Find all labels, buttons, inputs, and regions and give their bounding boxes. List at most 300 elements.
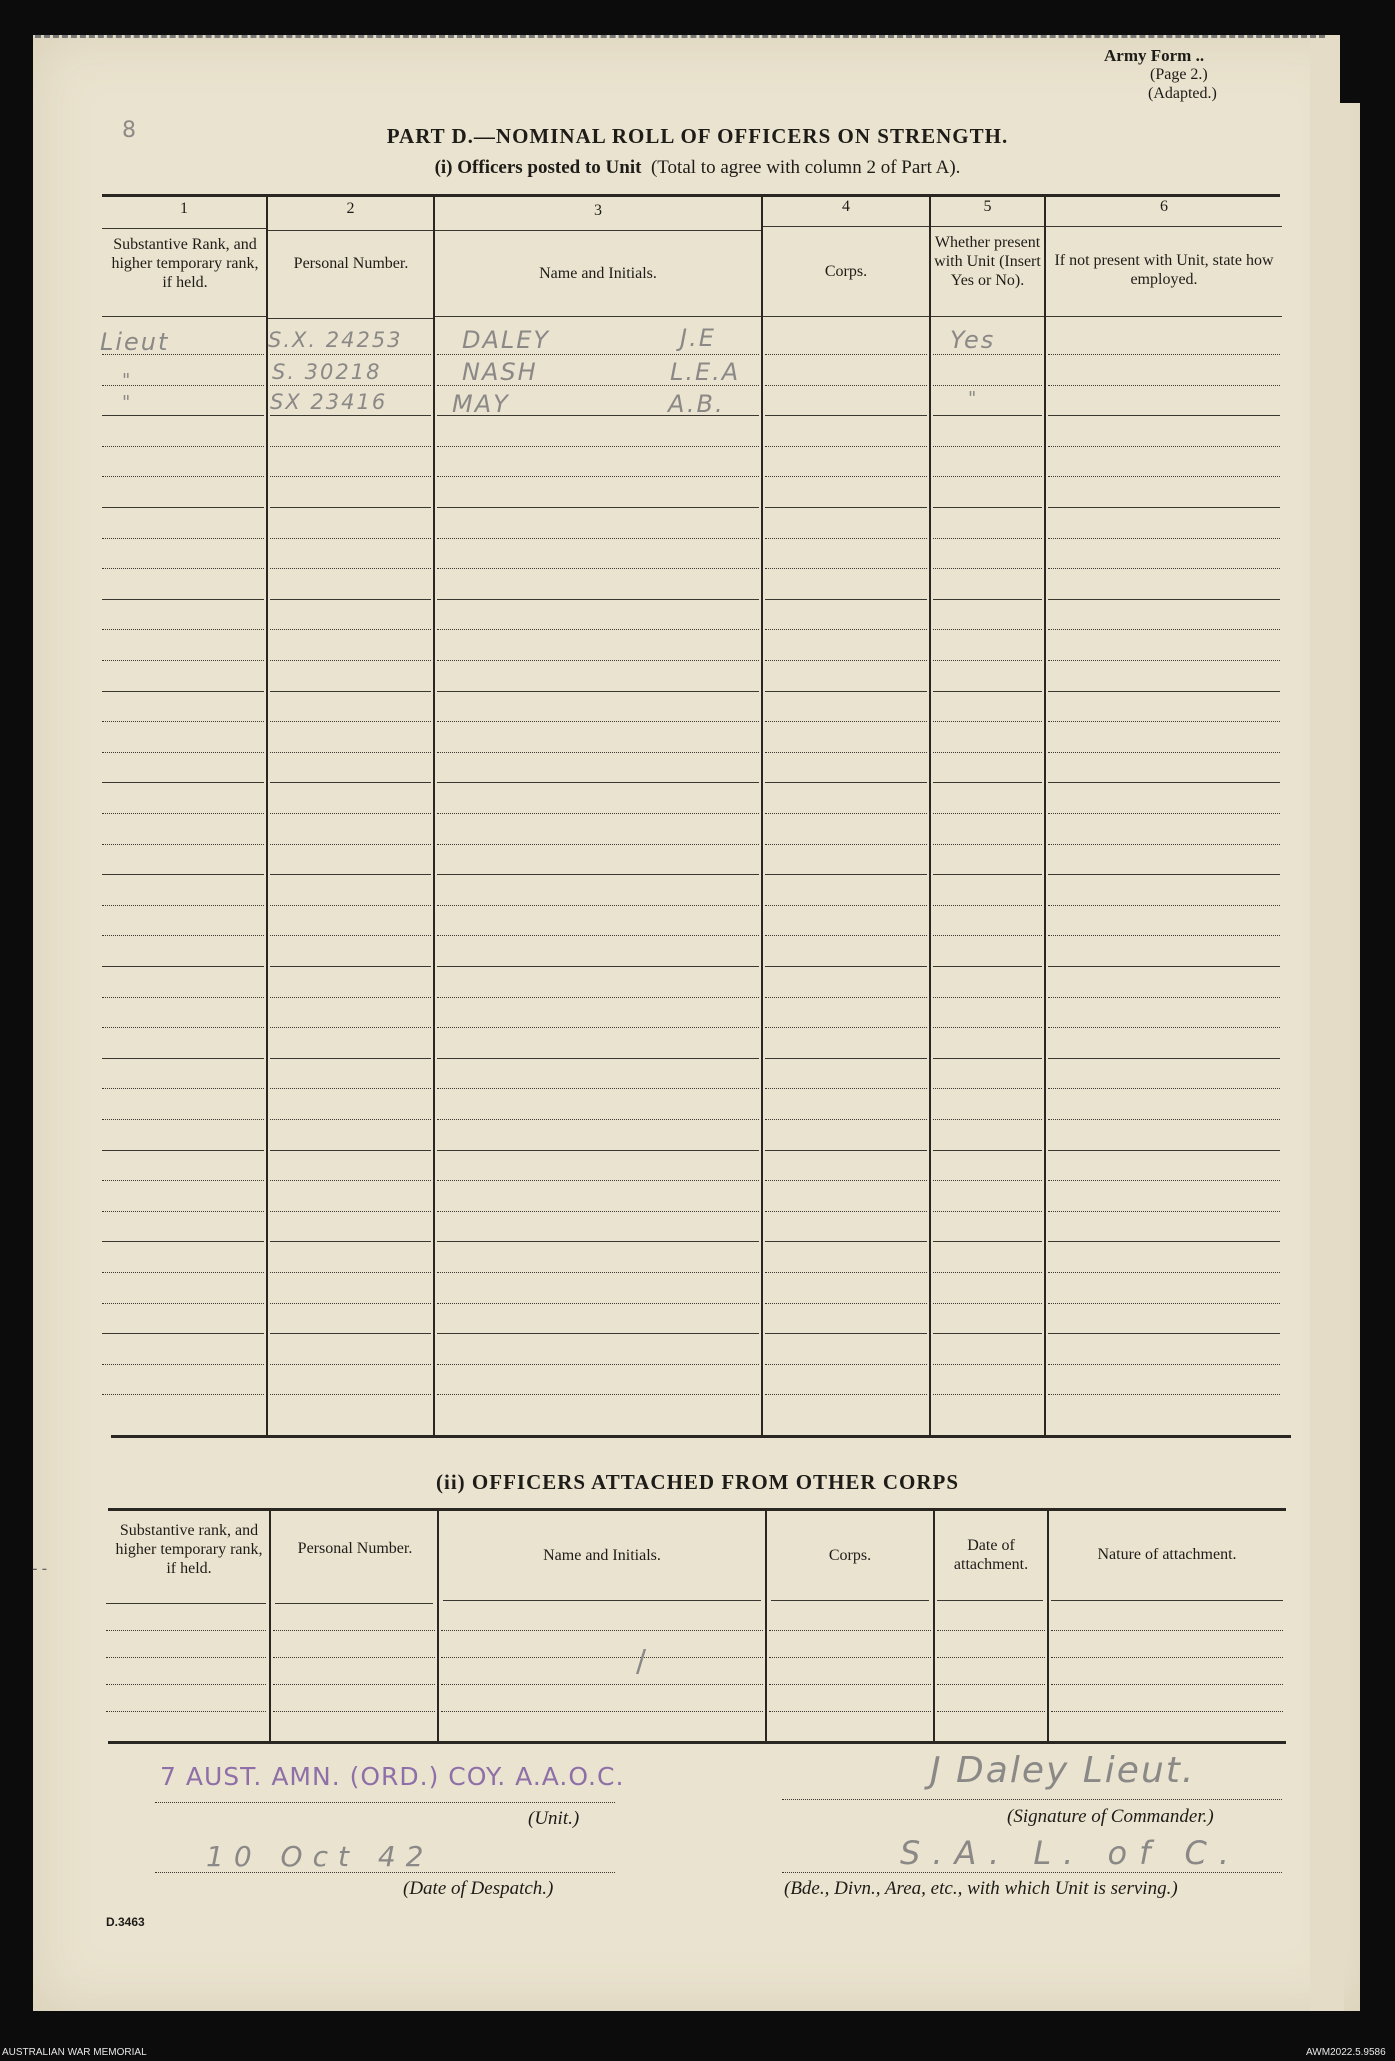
- pencil-tick: /: [636, 1644, 647, 1679]
- ruled-line: [102, 874, 264, 875]
- unit-stamp: 7 AUST. AMN. (ORD.) COY. A.A.O.C.: [160, 1762, 625, 1791]
- ruled-line: [769, 1711, 931, 1712]
- ruled-line: [437, 813, 759, 814]
- ruled-line: [765, 1119, 927, 1120]
- ruled-line: [270, 538, 431, 539]
- ruled-line: [1051, 1630, 1283, 1631]
- ruled-line: [437, 1180, 759, 1181]
- ruled-line: [933, 415, 1042, 416]
- ruled-line: [933, 813, 1042, 814]
- ruled-line: [441, 1684, 763, 1685]
- ruled-line: [1048, 507, 1280, 508]
- ruled-line: [1048, 629, 1280, 630]
- ruled-line: [437, 538, 759, 539]
- ruled-line: [933, 1088, 1042, 1089]
- ruled-line: [1048, 752, 1280, 753]
- signature-line: [782, 1799, 1282, 1800]
- ruled-line: [765, 1364, 927, 1365]
- column-header-rank: Substantive rank, and higher temporary rank, if held.: [115, 1522, 263, 1577]
- ruled-line: [765, 997, 927, 998]
- ruled-line: [1051, 1657, 1283, 1658]
- ruled-line: [102, 1211, 264, 1212]
- header-bottom-rule: [931, 316, 1044, 317]
- entry-rank: Lieut: [100, 328, 170, 356]
- ruled-line: [765, 660, 927, 661]
- column-header-date: Date of attachment.: [953, 1537, 1029, 1573]
- ruled-line: [1048, 721, 1280, 722]
- entry-surname: NASH: [462, 358, 538, 386]
- ruled-line: [437, 966, 759, 967]
- ruled-line: [106, 1630, 266, 1631]
- ruled-line: [933, 997, 1042, 998]
- column-header-number: Personal Number.: [297, 1540, 413, 1557]
- ruled-line: [765, 1211, 927, 1212]
- ruled-line: [102, 935, 264, 936]
- ruled-line: [769, 1684, 931, 1685]
- sheet-notch: [1340, 35, 1360, 103]
- ruled-line: [102, 782, 264, 783]
- ruled-line: [765, 1027, 927, 1028]
- column-divider: [933, 1510, 935, 1742]
- ruled-line: [270, 385, 431, 386]
- ruled-line: [270, 1272, 431, 1273]
- ruled-line: [933, 1303, 1042, 1304]
- part-d-subtitle: [0, 157, 1395, 179]
- ruled-line: [1048, 446, 1280, 447]
- ruled-line: [437, 1119, 759, 1120]
- header-bottom-rule: [771, 1600, 929, 1601]
- entry-rank: ": [122, 392, 131, 413]
- ruled-line: [765, 905, 927, 906]
- perforation-line: [35, 35, 1325, 38]
- formation-label: (Bde., Divn., Area, etc., with which Unit is serving.): [784, 1878, 1178, 1899]
- date-of-despatch-value: 10 Oct 42: [206, 1840, 434, 1873]
- ruled-line: [102, 1150, 264, 1151]
- ruled-line: [765, 874, 927, 875]
- ruled-line: [441, 1630, 763, 1631]
- column-header-present: Whether present with Unit (Insert Yes or No).: [934, 234, 1041, 289]
- ruled-line: [102, 844, 264, 845]
- entry-surname: DALEY: [462, 326, 551, 354]
- header-bottom-rule: [268, 318, 433, 319]
- pencil-mark: 8: [122, 118, 136, 143]
- column-divider: [929, 196, 931, 1436]
- ruled-line: [437, 1027, 759, 1028]
- part-ii-title: (ii) OFFICERS ATTACHED FROM OTHER CORPS: [436, 1470, 959, 1494]
- ruled-line: [765, 446, 927, 447]
- ruled-line: [437, 1150, 759, 1151]
- ruled-line: [437, 874, 759, 875]
- ruled-line: [270, 874, 431, 875]
- ruled-line: [933, 507, 1042, 508]
- ruled-line: [102, 568, 264, 569]
- ruled-line: [1048, 1333, 1280, 1334]
- ruled-line: [270, 629, 431, 630]
- ruled-line: [1048, 782, 1280, 783]
- ruled-line: [437, 1211, 759, 1212]
- unit-line: [155, 1802, 615, 1803]
- ruled-line: [437, 1394, 759, 1395]
- ruled-line: [765, 1150, 927, 1151]
- ruled-line: [933, 1333, 1042, 1334]
- column-divider: [761, 196, 763, 1436]
- ruled-line: [1048, 966, 1280, 967]
- ruled-line: [102, 1364, 264, 1365]
- ruled-line: [1048, 1364, 1280, 1365]
- ruled-line: [933, 599, 1042, 600]
- header-bottom-rule: [443, 1600, 761, 1601]
- entry-present: ": [968, 388, 977, 409]
- form-number: D.3463: [106, 1915, 145, 1929]
- ruled-line: [270, 1364, 431, 1365]
- ruled-line: [765, 1241, 927, 1242]
- margin-mark: --: [30, 1559, 50, 1578]
- ruled-line: [933, 1150, 1042, 1151]
- ruled-line: [765, 721, 927, 722]
- ruled-line: [765, 1394, 927, 1395]
- ruled-line: [765, 1333, 927, 1334]
- column-header-number: Personal Number.: [293, 255, 409, 272]
- ruled-line: [441, 1657, 763, 1658]
- entry-initials: L.E.A: [670, 358, 741, 386]
- ruled-line: [270, 1303, 431, 1304]
- ruled-line: [1048, 1303, 1280, 1304]
- ruled-line: [270, 446, 431, 447]
- ruled-line: [1048, 1394, 1280, 1395]
- table-top-rule: [102, 194, 1280, 197]
- ruled-line: [437, 1241, 759, 1242]
- ruled-line: [437, 446, 759, 447]
- entry-number: S.X. 24253: [268, 328, 403, 352]
- ruled-line: [933, 1241, 1042, 1242]
- ruled-line: [102, 599, 264, 600]
- ruled-line: [933, 905, 1042, 906]
- header-bottom-rule: [763, 316, 929, 317]
- ruled-line: [933, 660, 1042, 661]
- ruled-line: [102, 691, 264, 692]
- ruled-line: [1048, 1027, 1280, 1028]
- column-divider: [433, 196, 435, 1436]
- ruled-line: [765, 935, 927, 936]
- ruled-line: [769, 1657, 931, 1658]
- column-number: 6: [1160, 198, 1168, 215]
- entry-surname: MAY: [452, 390, 510, 418]
- entry-initials: J.E: [680, 324, 716, 352]
- ruled-line: [437, 354, 759, 355]
- ruled-line: [1048, 905, 1280, 906]
- column-divider: [1044, 196, 1046, 1436]
- ruled-line: [270, 1088, 431, 1089]
- ruled-line: [437, 1303, 759, 1304]
- ruled-line: [270, 1211, 431, 1212]
- header-bottom-rule: [1051, 1600, 1283, 1601]
- ruled-line: [933, 966, 1042, 967]
- column-header-rank: Substantive Rank, and higher temporary rank, if held.: [111, 236, 259, 291]
- ruled-line: [933, 354, 1042, 355]
- ruled-line: [1048, 1241, 1280, 1242]
- ruled-line: [437, 1364, 759, 1365]
- ruled-line: [102, 1088, 264, 1089]
- ruled-line: [102, 446, 264, 447]
- ruled-line: [270, 660, 431, 661]
- ruled-line: [1048, 691, 1280, 692]
- ruled-line: [1048, 1150, 1280, 1151]
- ruled-line: [102, 966, 264, 967]
- ruled-line: [933, 385, 1042, 386]
- column-header-name: Name and Initials.: [543, 1547, 661, 1564]
- ruled-line: [437, 752, 759, 753]
- ruled-line: [270, 752, 431, 753]
- ruled-line: [102, 721, 264, 722]
- header-bottom-rule: [435, 316, 761, 317]
- ruled-line: [933, 752, 1042, 753]
- ruled-line: [437, 476, 759, 477]
- header-rule: [268, 230, 433, 231]
- column-number: 4: [842, 198, 850, 215]
- ruled-line: [437, 507, 759, 508]
- ruled-line: [765, 415, 927, 416]
- ruled-line: [765, 599, 927, 600]
- army-form-label: Army Form ..: [1104, 46, 1205, 65]
- ruled-line: [270, 507, 431, 508]
- ruled-line: [270, 782, 431, 783]
- column-divider: [269, 1510, 271, 1742]
- ruled-line: [270, 935, 431, 936]
- ruled-line: [1048, 844, 1280, 845]
- ruled-line: [765, 507, 927, 508]
- ruled-line: [1048, 1119, 1280, 1120]
- ruled-line: [102, 1119, 264, 1120]
- ruled-line: [102, 1180, 264, 1181]
- ruled-line: [106, 1657, 266, 1658]
- ruled-line: [102, 507, 264, 508]
- table-bottom-rule: [111, 1435, 1291, 1438]
- ruled-line: [933, 1119, 1042, 1120]
- column-number: 3: [594, 202, 602, 219]
- ruled-line: [765, 1180, 927, 1181]
- ruled-line: [1048, 385, 1280, 386]
- ruled-line: [937, 1630, 1045, 1631]
- ruled-line: [437, 660, 759, 661]
- ruled-line: [1048, 599, 1280, 600]
- ruled-line: [1048, 1058, 1280, 1059]
- entry-number: S. 30218: [272, 360, 382, 384]
- ruled-line: [769, 1630, 931, 1631]
- column-divider: [765, 1510, 767, 1742]
- commander-signature: J Daley Lieut.: [930, 1750, 1196, 1791]
- ruled-line: [933, 538, 1042, 539]
- ruled-line: [933, 1058, 1042, 1059]
- ruled-line: [270, 966, 431, 967]
- subtitle-main: (i) Officers posted to Unit: [434, 157, 642, 178]
- column-header-name: Name and Initials.: [539, 265, 657, 282]
- ruled-line: [102, 752, 264, 753]
- ruled-line: [270, 1180, 431, 1181]
- ruled-line: [1048, 1180, 1280, 1181]
- header-rule: [931, 226, 1044, 227]
- ruled-line: [1048, 1272, 1280, 1273]
- ruled-line: [102, 1241, 264, 1242]
- ruled-line: [1048, 354, 1280, 355]
- ruled-line: [270, 813, 431, 814]
- ruled-line: [1048, 813, 1280, 814]
- ruled-line: [270, 354, 431, 355]
- ruled-line: [102, 813, 264, 814]
- ruled-line: [102, 1394, 264, 1395]
- ruled-line: [270, 1394, 431, 1395]
- ruled-line: [933, 446, 1042, 447]
- unit-label: (Unit.): [528, 1808, 580, 1829]
- ruled-line: [270, 691, 431, 692]
- entry-number: SX 23416: [270, 390, 388, 414]
- ruled-line: [273, 1684, 435, 1685]
- header-bottom-rule: [1046, 316, 1282, 317]
- ruled-line: [933, 1180, 1042, 1181]
- ruled-line: [765, 1058, 927, 1059]
- ruled-line: [437, 721, 759, 722]
- ruled-line: [102, 1027, 264, 1028]
- signature-label: (Signature of Commander.): [1007, 1806, 1214, 1827]
- ruled-line: [933, 1364, 1042, 1365]
- ruled-line: [437, 997, 759, 998]
- ruled-line: [765, 538, 927, 539]
- ruled-line: [102, 1303, 264, 1304]
- ruled-line: [102, 997, 264, 998]
- ruled-line: [437, 1272, 759, 1273]
- ruled-line: [933, 1394, 1042, 1395]
- ruled-line: [1051, 1684, 1283, 1685]
- header-rule: [102, 228, 266, 229]
- ruled-line: [273, 1711, 435, 1712]
- ruled-line: [933, 568, 1042, 569]
- part-d-title: PART D.—NOMINAL ROLL OF OFFICERS ON STRENGTH.: [386, 124, 1009, 148]
- ruled-line: [273, 1630, 435, 1631]
- entry-rank: ": [122, 370, 131, 391]
- ruled-line: [437, 935, 759, 936]
- column-divider: [266, 196, 268, 1436]
- ruled-line: [937, 1711, 1045, 1712]
- ruled-line: [437, 844, 759, 845]
- ruled-line: [102, 476, 264, 477]
- ruled-line: [437, 568, 759, 569]
- ruled-line: [1048, 476, 1280, 477]
- header-bottom-rule: [106, 1603, 266, 1604]
- ruled-line: [102, 1272, 264, 1273]
- table-top-rule: [108, 1508, 1286, 1511]
- ruled-line: [1048, 415, 1280, 416]
- ruled-line: [937, 1684, 1045, 1685]
- ruled-line: [765, 844, 927, 845]
- ruled-line: [270, 1241, 431, 1242]
- ruled-line: [270, 1333, 431, 1334]
- ruled-line: [765, 752, 927, 753]
- ruled-line: [102, 1333, 264, 1334]
- ruled-line: [270, 1150, 431, 1151]
- column-header-nature: Nature of attachment.: [1097, 1546, 1237, 1563]
- ruled-line: [933, 935, 1042, 936]
- date-of-despatch-label: (Date of Despatch.): [403, 1878, 554, 1899]
- header-bottom-rule: [102, 316, 266, 317]
- column-number: 2: [346, 200, 355, 217]
- ruled-line: [765, 1303, 927, 1304]
- adapted-label: (Adapted.): [1148, 85, 1217, 102]
- ruled-line: [437, 599, 759, 600]
- ruled-line: [437, 1058, 759, 1059]
- ruled-line: [437, 1088, 759, 1089]
- ruled-line: [270, 415, 431, 416]
- date-line: [155, 1872, 615, 1873]
- archive-reference: AWM2022.5.9586: [1306, 2047, 1386, 2058]
- page-label: (Page 2.): [1150, 66, 1208, 83]
- ruled-line: [106, 1684, 266, 1685]
- header-rule: [763, 226, 929, 227]
- formation-line: [782, 1872, 1282, 1873]
- ruled-line: [937, 1657, 1045, 1658]
- ruled-line: [102, 905, 264, 906]
- ruled-line: [765, 476, 927, 477]
- ruled-line: [270, 476, 431, 477]
- column-divider: [437, 1510, 439, 1742]
- ruled-line: [270, 1119, 431, 1120]
- ruled-line: [102, 1058, 264, 1059]
- column-number: 5: [983, 198, 992, 215]
- ruled-line: [270, 905, 431, 906]
- column-header-corps: Corps.: [824, 263, 868, 280]
- ruled-line: [1048, 874, 1280, 875]
- ruled-line: [437, 691, 759, 692]
- formation-value: S.A. L. of C.: [900, 1834, 1242, 1872]
- ruled-line: [102, 415, 264, 416]
- ruled-line: [933, 476, 1042, 477]
- ruled-line: [933, 874, 1042, 875]
- header-bottom-rule: [937, 1600, 1043, 1601]
- ruled-line: [1048, 935, 1280, 936]
- ruled-line: [437, 1333, 759, 1334]
- ruled-line: [270, 1027, 431, 1028]
- ruled-line: [437, 629, 759, 630]
- header-bottom-rule: [275, 1603, 433, 1604]
- ruled-line: [437, 905, 759, 906]
- ruled-line: [933, 1027, 1042, 1028]
- ruled-line: [441, 1711, 763, 1712]
- ruled-line: [1048, 1088, 1280, 1089]
- ruled-line: [102, 660, 264, 661]
- column-header-corps: Corps.: [828, 1547, 872, 1564]
- ruled-line: [270, 997, 431, 998]
- archive-credit: AUSTRALIAN WAR MEMORIAL: [2, 2047, 147, 2058]
- ruled-line: [765, 813, 927, 814]
- ruled-line: [1048, 568, 1280, 569]
- sheet-edge: [1310, 35, 1344, 2011]
- ruled-line: [933, 782, 1042, 783]
- ruled-line: [933, 844, 1042, 845]
- ruled-line: [765, 691, 927, 692]
- table-bottom-rule: [108, 1741, 1286, 1744]
- entry-initials: A.B.: [668, 390, 725, 418]
- ruled-line: [1048, 660, 1280, 661]
- ruled-line: [270, 721, 431, 722]
- column-number: 1: [180, 200, 188, 217]
- ruled-line: [765, 966, 927, 967]
- ruled-line: [102, 538, 264, 539]
- entry-present: Yes: [950, 326, 996, 354]
- ruled-line: [102, 629, 264, 630]
- subtitle-note: (Total to agree with column 2 of Part A).: [650, 157, 961, 178]
- ruled-line: [273, 1657, 435, 1658]
- ruled-line: [1048, 997, 1280, 998]
- ruled-line: [1051, 1711, 1283, 1712]
- ruled-line: [765, 1272, 927, 1273]
